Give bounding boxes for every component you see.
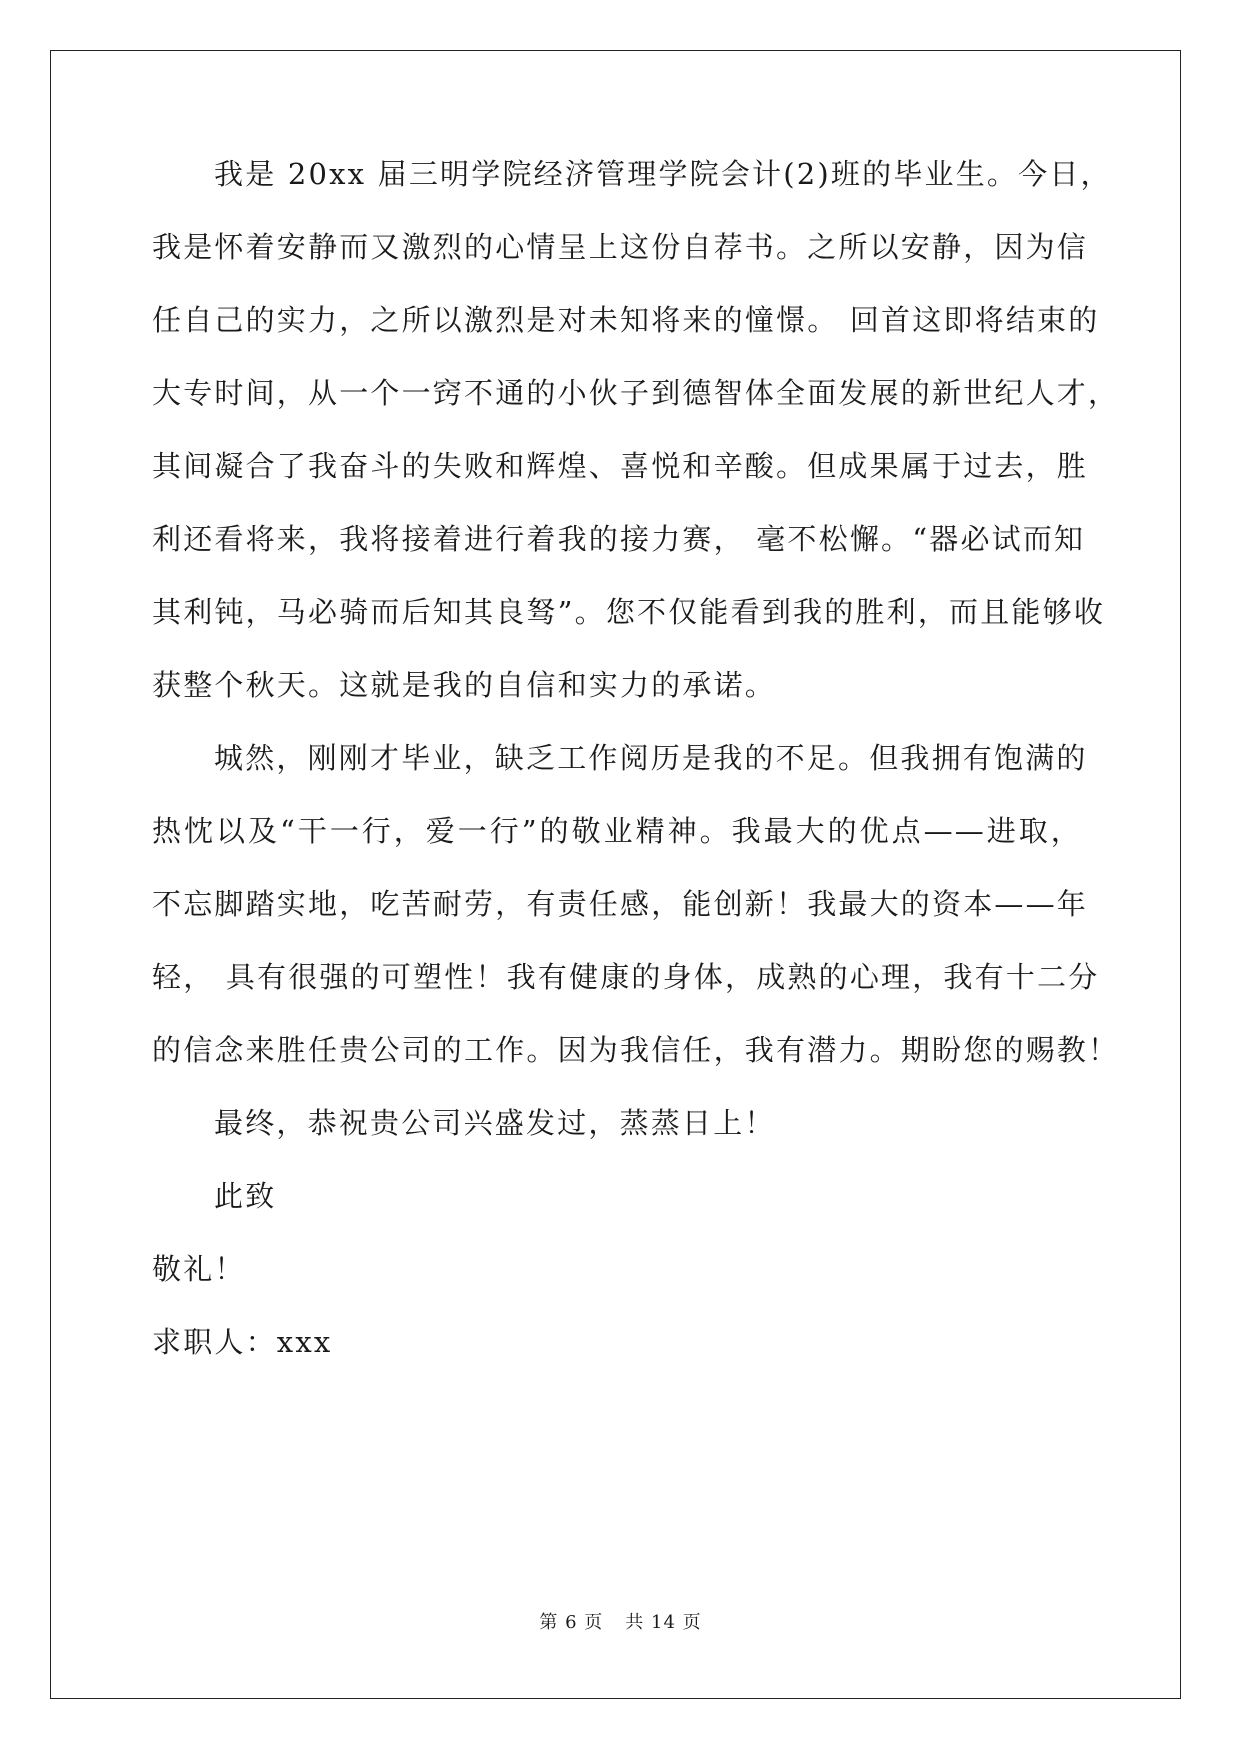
- closing-wishes: 最终，恭祝贵公司兴盛发过，蒸蒸日上！: [214, 1106, 776, 1140]
- signature: 求职人：xxx: [152, 1325, 333, 1359]
- paragraph-2-line-5: 的信念来胜任贵公司的工作。因为我信任，我有潜力。期盼您的赐教！: [152, 1033, 1120, 1067]
- paragraph-1-line-5: 其间凝合了我奋斗的失败和辉煌、喜悦和辛酸。但成果属于过去，胜: [152, 449, 1089, 483]
- page-border: [50, 50, 1181, 1699]
- paragraph-1-line-3: 任自己的实力，之所以激烈是对未知将来的憧憬。 回首这即将结束的: [152, 303, 1100, 337]
- paragraph-1-line-1: 我是 20xx 届三明学院经济管理学院会计(2)班的毕业生。今日，: [214, 157, 1112, 191]
- paragraph-2-line-1: 城然，刚刚才毕业，缺乏工作阅历是我的不足。但我拥有饱满的: [214, 741, 1088, 775]
- paragraph-1-line-8: 获整个秋天。这就是我的自信和实力的承诺。: [152, 668, 777, 702]
- paragraph-2-line-4: 轻， 具有很强的可塑性！我有健康的身体，成熟的心理，我有十二分: [152, 960, 1100, 994]
- page-footer: [0, 1608, 1241, 1634]
- paragraph-1-line-4: 大专时间，从一个一窍不通的小伙子到德智体全面发展的新世纪人才，: [152, 376, 1120, 410]
- paragraph-2-line-2: 热忱以及“干一行，爱一行”的敬业精神。我最大的优点——进取，: [152, 814, 1082, 848]
- current-page-number: 第 6 页: [539, 1612, 604, 1633]
- closing-cizhi: 此致: [214, 1179, 277, 1213]
- paragraph-1-line-2: 我是怀着安静而又激烈的心情呈上这份自荐书。之所以安静，因为信: [152, 230, 1089, 264]
- total-pages: 共 14 页: [625, 1612, 702, 1633]
- paragraph-2-line-3: 不忘脚踏实地，吃苦耐劳，有责任感，能创新！我最大的资本——年: [152, 887, 1089, 921]
- salutation: 敬礼！: [152, 1252, 246, 1286]
- paragraph-1-line-6: 利还看将来，我将接着进行着我的接力赛， 毫不松懈。“器必试而知: [152, 522, 1086, 556]
- paragraph-1-line-7: 其利钝，马必骑而后知其良驽”。您不仅能看到我的胜利，而且能够收: [152, 595, 1106, 629]
